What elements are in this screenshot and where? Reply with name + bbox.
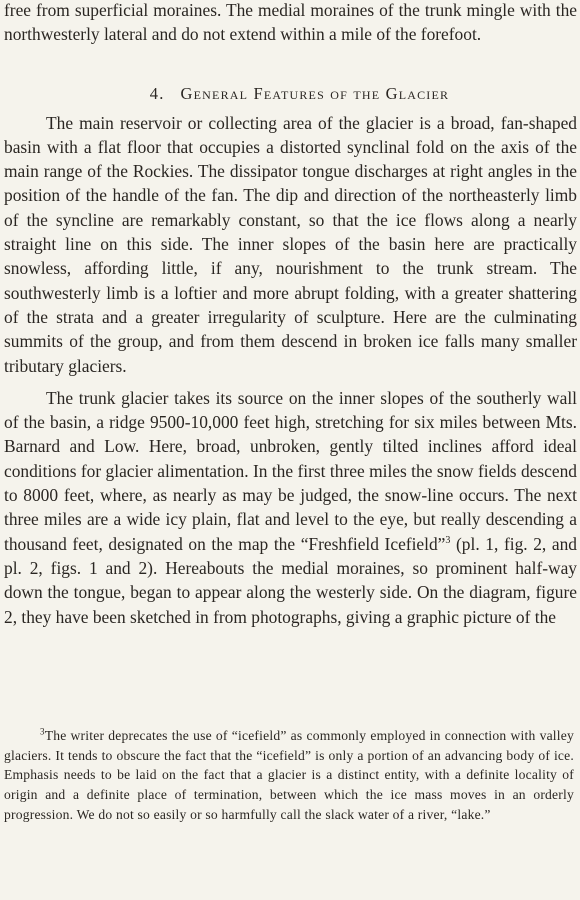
body-text [4,0,577,629]
page [4,0,577,629]
section-heading [4,83,577,105]
section-number: 4. [149,83,165,103]
footnote-marker: 3 [40,726,45,737]
footnote [4,726,574,825]
section-title: General Features of the Glacier [180,83,450,103]
footnote-text [4,726,574,825]
footnote-reference[interactable]: 3 [445,534,451,546]
paragraph-text: The trunk glacier takes its source on the inner slopes of the southerly wall of the basin, a ridge 9500-10,000 feet high, stretching for six miles between Mts. Barnard and Low. Here, broad, unbroken, gently tilted inclines afford ideal conditions for glacier alimentation. In the first three miles the snow fields descend to 8000 feet, where, as nearly as may be judged, the snow-line occurs. The next three miles are a wide icy plain, flat and level to the eye, but really descending a thousand feet, designated on the map the “Freshfield Icefield” [4,387,577,554]
footnote-body: The writer deprecates the use of “icefield” as commonly employed in connection with valley glaciers. It tends to obscure the fact that the “icefield” is only a portion of an advancing body of ice. Emphasis needs to be laid on the fact that a glacier is a distinct entity, with a definite locality of origin and a definite place of termination, between which the ice mass moves in an orderly progression. We do not so easily or so harmfully call the slack water of a river, “lake.” [4,728,574,822]
continued-paragraph: free from superficial moraines. The medial moraines of the trunk mingle with the northwesterly lateral and do not extend within a mile of the forefoot. [4,0,577,45]
paragraph: The main reservoir or collecting area of the glacier is a broad, fan-shaped basin with a flat floor that occupies a distorted synclinal fold on the axis of the main range of the Rockies. The dissipator tongue discharges at right angles in the position of the handle of the fan. The dip and direction of the northeasterly limb of the syncline are remarkably constant, so that the ice flows along a nearly straight line on this side. The inner slopes of the basin here are practically snowless, affording little, if any, nourishment to the trunk stream. The southwesterly limb is a loftier and more abrupt folding, with a greater shattering of the strata and a greater irregularity of sculpture. Here are the culminating summits of the group, and from them descend in broken ice falls many smaller tributary glaciers. [4,112,577,376]
paragraph-text: (pl. 1, fig. 2, and pl. 2, figs. 1 and 2). Hereabouts the medial moraines, so prominent half-way down the tongue, began to appear along the westerly side. On the diagram, figure 2, they have been sketched in from photographs, giving a graphic picture of the [4,533,578,627]
paragraph [4,386,577,629]
